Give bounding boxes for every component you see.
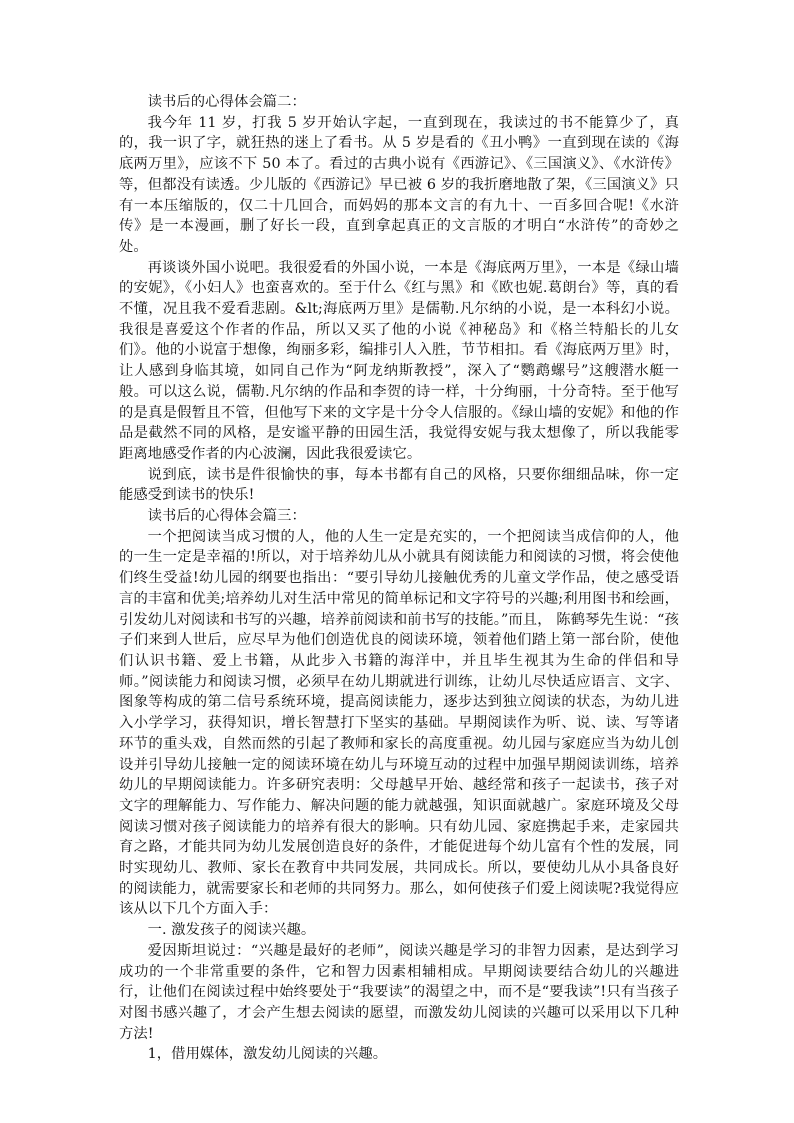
paragraph-reading-habit: 一个把阅读当成习惯的人，他的人生一定是充实的，一个把阅读当成信仰的人，他的一生一定是幸福的!所以，对于培养幼儿从小就具有阅读能力和阅读的习惯，将会使他们终生受益!幼儿园的纲要也指出：“要引导幼儿接触优秀的儿童文学作品，使之感受语言的丰富和优美;培养幼儿对生活中常见的简单标记和文字符号的兴趣;利用图书和绘画，引发幼儿对阅读和书写的兴趣，培养前阅读和前书写的技能。”而且， 陈鹤琴先生说：“孩子们来到人世后，应尽早为他们创造优良的阅读环境，领着他们踏上第一部台阶，使他们认识书籍、爱上书籍，从此步入书籍的海洋中，并且毕生视其为生命的伴侣和导师。”阅读能力和阅读习惯，必须早在幼儿期就进行训练，让幼儿尽快适应语言、文字、图象等构成的第二信号系统环境，提高阅读能力，逐步达到独立阅读的状态，为幼儿进入小学学习，获得知识，增长智慧打下坚实的基础。早期阅读作为听、说、读、写等诸环节的重头戏，自然而然的引起了教师和家长的高度重视。幼儿园与家庭应当为幼儿创设并引导幼儿接触一定的阅读环境在幼儿与环境互动的过程中加强早期阅读训练，培养幼儿的早期阅读能力。许多研究表明：父母越早开始、越经常和孩子一起读书，孩子对文字的理解能力、写作能力、解决问题的能力就越强，知识面就越广。家庭环境及父母阅读习惯对孩子阅读能力的培养有很大的影响。只有幼儿园、家庭携起手来，走家园共育之路，才能共同为幼儿发展创造良好的条件，才能促进每个幼儿富有个性的发展，同时实现幼儿、教师、家长在教育中共同发展，共同成长。所以，要使幼儿从小具备良好的阅读能力，就需要家长和老师的共同努力。那么，如何使孩子们爱上阅读呢?我觉得应该从以下几个方面入手： — [119, 528, 679, 918]
paragraph-subheading-interest: 一. 激发孩子的阅读兴趣。 — [147, 922, 316, 939]
paragraph-interest-teacher: 爱因斯坦说过：“兴趣是最好的老师”，阅读兴趣是学习的非智力因素，是达到学习成功的一个非常重要的条件，它和智力因素相辅相成。早期阅读要结合幼儿的兴趣进行，让他们在阅读过程中始终要处于“我要读”的渴望之中，而不是“要我读”!只有当孩子对图书感兴趣了，才会产生想去阅读的愿望，而激发幼儿阅读的兴趣可以采用以下几种方法! — [119, 942, 679, 1042]
section-heading-part-three: 读书后的心得体会篇三： — [147, 508, 306, 525]
paragraph-reading-history: 我今年 11 岁，打我 5 岁开始认字起，一直到现在，我读过的书不能算少了，真的，我一识了字，就狂热的迷上了看书。从 5 岁是看的《丑小鸭》一直到现在读的《海底两万里》，应该不下 50 本了。看过的古典小说有《西游记》、《三国演义》、《水浒传》等，但都没有读透。少儿版的《西游记》早已被 6 岁的我折磨地散了架，《三国演义》只有一本压缩版的，仅二十几回合，而妈妈的那本文言的有九十、一百多回合呢!《水浒传》是一本漫画，删了好长一段，直到拿起真正的文言版的才明白“水浒传”的奇妙之处。 — [119, 114, 679, 255]
section-heading-part-two: 读书后的心得体会篇二： — [147, 94, 306, 110]
paragraph-foreign-novels: 再谈谈外国小说吧。我很爱看的外国小说，一本是《海底两万里》，一本是《绿山墙的安妮》，《小妇人》也蛮喜欢的。至于什么《红与黑》和《欧也妮.葛朗台》等，真的看不懂，况且我不爱看悲剧。&lt;海底两万里》是儒勒.凡尔纳的小说，是一本科幻小说。我很是喜爱这个作者的作品，所以又买了他的小说《神秘岛》和《格兰特船长的儿女们》。他的小说富于想像，绚丽多彩，编排引人入胜，节节相扣。看《海底两万里》时，让人感到身临其境，如同自己作为“阿龙纳斯教授”，深入了“鹦鹉螺号”这艘潜水艇一般。可以这么说，儒勒.凡尔纳的作品和李贺的诗一样，十分绚丽，十分奇特。至于他写的是真是假暂且不管，但他写下来的文字是十分令人信服的。《绿山墙的安妮》和他的作品是截然不同的风格，是安谧平静的田园生活，我觉得安妮与我太想像了，所以我能零距离地感受作者的内心波澜，因此我很爱读它。 — [119, 259, 679, 462]
document-page — [119, 92, 679, 1065]
paragraph-reading-joy: 说到底，读书是件很愉快的事，每本书都有自己的风格，只要你细细品味，你一定能感受到读书的快乐! — [119, 466, 679, 504]
paragraph-method-media: 1，借用媒体，激发幼儿阅读的兴趣。 — [147, 1046, 388, 1063]
